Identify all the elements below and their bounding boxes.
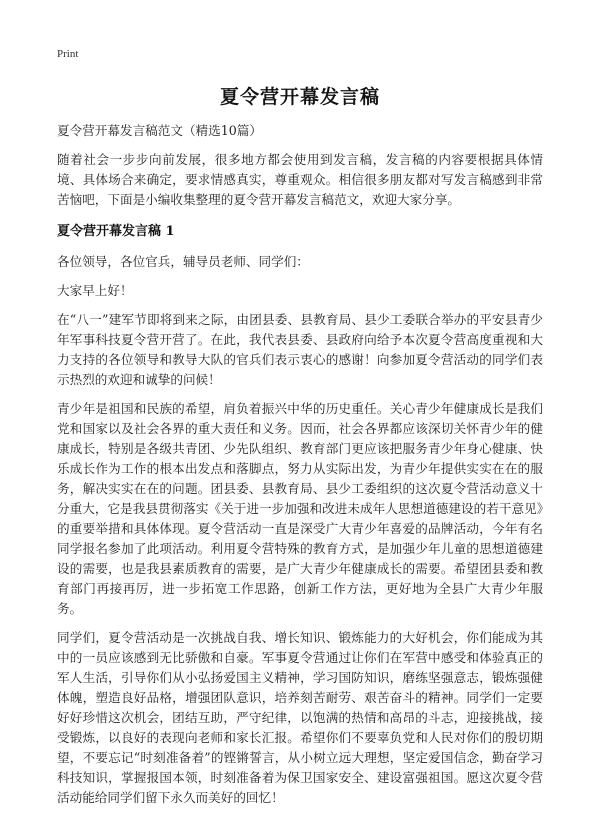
greeting-paragraph: 大家早上好！: [57, 283, 133, 298]
body-paragraph-3: 同学们，夏令营活动是一次挑战自我、增长知识、锻炼能力的大好机会，你们能成为其中的一员应该感到无比骄傲和自豪。军事夏令营通过让你们在军营中感受和体验真正的军人生活，引导你们从小弘扬爱国主义精神，学习国防知识，磨练坚强意志，锻炼强健体魄，塑造良好品格，增强团队意识，培养刻苦耐劳、艰苦奋斗的精神。同学们一定要好好珍惜这次机会，团结互助，严守纪律，以饱满的热情和高昂的斗志，迎接挑战，接受锻炼，以良好的表现向老师和家长汇报。希望你们不要辜负党和人民对你们的殷切期望，不要忘记“时刻准备着”的铿锵誓言，从小树立远大理想，坚定爱国信念，勤奋学习科技知识，掌握报国本领，时刻准备着为保卫国家安全、建设富强祖国。愿这次夏令营活动能给同学们留下永久而美好的回忆！: [57, 630, 543, 805]
body-paragraph-2: 青少年是祖国和民族的希望，肩负着振兴中华的历史重任。关心青少年健康成长是我们党和国家以及社会各界的重大责任和义务。因而，社会各界都应该深切关怀青少年的健康成长，特别是各级共青团、少先队组织、教育部门更应该把服务青少年身心健康、快乐成长作为工作的根本出发点和落脚点，努力从实际出发，为青少年提供实实在在的服务，解决实实在在的问题。团县委、县教育局、县少工委组织的这次夏令营活动意义十分重大，它是我县贯彻落实《关于进一步加强和改进未成年人思想道德建设的若干意见》的重要举措和具体体现。夏令营活动一直是深受广大青少年喜爱的品牌活动，今年有名同学报名参加了此项活动。利用夏令营特殊的教育方式，是加强少年儿童的思想道德建设的需要，也是我县素质教育的需要，是广大青少年健康成长的需要。希望团县委和教育部门再接再厉，进一步拓宽工作思路，创新工作方法，更好地为全县广大青少年服务。: [57, 401, 543, 616]
document-subtitle: 夏令营开幕发言稿范文（精选10篇）: [57, 123, 262, 138]
intro-paragraph: 随着社会一步步向前发展，很多地方都会使用到发言稿，发言稿的内容要根据具体情境、具体场合来确定，要求情感真实，尊重观众。相信很多朋友都对写发言稿感到非常苦恼吧，下面是小编收集整理的夏令营开幕发言稿范文，欢迎大家分享。: [57, 152, 543, 207]
document-title: 夏令营开幕发言稿: [219, 86, 380, 108]
section-heading: 夏令营开幕发言稿 1: [57, 224, 175, 239]
print-label: Print: [57, 48, 79, 60]
document-body: [57, 150, 543, 817]
salutation-paragraph: 各位领导，各位官兵，辅导员老师、同学们：: [57, 254, 309, 269]
body-paragraph-1: 在“八一”建军节即将到来之际，由团县委、县教育局、县少工委联合举办的平安县青少年军事科技夏令营开营了。在此，我代表县委、县政府向给予本次夏令营高度重视和大力支持的各位领导和教导大队的官兵们表示衷心的感谢！向参加夏令营活动的同学们表示热烈的欢迎和诚挚的问候！: [57, 312, 543, 387]
